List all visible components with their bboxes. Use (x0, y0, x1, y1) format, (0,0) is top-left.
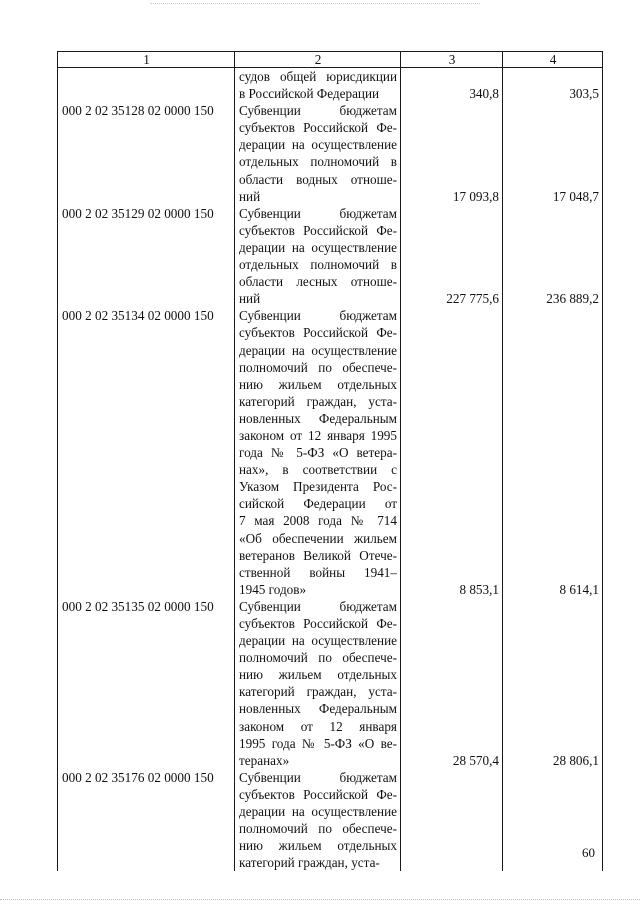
value-col-3 (401, 427, 503, 444)
description-cell (235, 273, 401, 290)
code-cell (58, 615, 235, 632)
description-cell (235, 547, 401, 564)
description-line: дерации на осуществление (239, 137, 397, 153)
table-row (58, 68, 603, 86)
value-col-4 (503, 68, 603, 86)
description-line: Указом Президента Рос- (239, 479, 397, 495)
description-line: субъектов Российской Фе- (239, 616, 397, 631)
value-col-3 (401, 119, 503, 136)
table-row (58, 307, 603, 324)
table-row (58, 359, 603, 376)
value-col-4 (503, 393, 603, 410)
description-cell (235, 393, 401, 410)
description-line: области лесных отноше- (239, 274, 397, 290)
page-number: 60 (582, 845, 595, 860)
description-line: законом от 12 января (239, 718, 397, 734)
description-line: нию жильем отдельных (239, 838, 397, 854)
description-cell (235, 854, 401, 871)
table-row (58, 735, 603, 752)
description-line: дерации на осуществление (239, 804, 397, 820)
description-cell (235, 598, 401, 615)
table-row (58, 615, 603, 632)
table-row (58, 495, 603, 512)
value-col-4 (503, 444, 603, 461)
code-cell: 000 2 02 35128 02 0000 150 (58, 102, 235, 119)
code-cell (58, 444, 235, 461)
code-cell (58, 85, 235, 102)
table-row (58, 478, 603, 495)
value-col-4 (503, 256, 603, 273)
description-line: судов общей юрисдикции (239, 69, 397, 84)
value-col-3 (401, 598, 503, 615)
code-cell (58, 649, 235, 666)
description-line: дерации на осуществление (239, 342, 397, 358)
table-row (58, 512, 603, 529)
value-col-4: 17 048,7 (503, 188, 603, 205)
description-cell (235, 205, 401, 222)
code-cell (58, 683, 235, 700)
code-cell (58, 564, 235, 581)
code-cell (58, 119, 235, 136)
table-row (58, 102, 603, 119)
description-cell (235, 359, 401, 376)
description-line: субъектов Российской Фе- (239, 120, 397, 136)
table-row (58, 530, 603, 547)
table-row (58, 273, 603, 290)
value-col-4 (503, 376, 603, 393)
code-cell (58, 376, 235, 393)
code-cell (58, 512, 235, 529)
table-row (58, 376, 603, 393)
description-line: «Об обеспечении жильем (239, 530, 397, 546)
value-col-3 (401, 683, 503, 700)
table-header-row (58, 52, 603, 68)
table-row (58, 239, 603, 256)
code-cell (58, 359, 235, 376)
description-cell (235, 666, 401, 683)
value-col-4 (503, 427, 603, 444)
value-col-4 (503, 153, 603, 170)
value-col-3: 17 093,8 (401, 188, 503, 205)
description-line: года № 5-ФЗ «О ветера- (239, 445, 397, 461)
description-line: 1995 года № 5-ФЗ «О ве- (239, 735, 397, 751)
description-line: отдельных полномочий в (239, 257, 397, 273)
description-cell (235, 342, 401, 359)
table-row (58, 564, 603, 581)
description-cell (235, 119, 401, 136)
description-cell (235, 478, 401, 495)
code-cell: 000 2 02 35129 02 0000 150 (58, 205, 235, 222)
table-row (58, 581, 603, 598)
value-col-3 (401, 136, 503, 153)
value-col-4 (503, 273, 603, 290)
value-col-4 (503, 803, 603, 820)
description-cell (235, 564, 401, 581)
value-col-4 (503, 530, 603, 547)
value-col-3 (401, 769, 503, 786)
description-line: ветеранов Великой Отече- (239, 547, 397, 563)
description-line: новленных Федеральным (239, 410, 397, 426)
value-col-4 (503, 495, 603, 512)
code-cell (58, 171, 235, 188)
value-col-3 (401, 68, 503, 86)
description-line: Субвенции бюджетам (239, 308, 397, 324)
code-cell (58, 342, 235, 359)
header-col-4: 4 (503, 52, 603, 68)
table-row (58, 85, 603, 102)
value-col-3 (401, 410, 503, 427)
value-col-4 (503, 222, 603, 239)
description-cell (235, 820, 401, 837)
value-col-3 (401, 666, 503, 683)
description-cell (235, 85, 401, 102)
code-cell (58, 461, 235, 478)
description-cell (235, 68, 401, 86)
description-cell (235, 512, 401, 529)
value-col-4: 303,5 (503, 85, 603, 102)
table-row (58, 837, 603, 854)
value-col-3 (401, 461, 503, 478)
code-cell: 000 2 02 35134 02 0000 150 (58, 307, 235, 324)
header-col-1: 1 (58, 52, 235, 68)
value-col-4: 8 614,1 (503, 581, 603, 598)
value-col-3 (401, 735, 503, 752)
description-cell (235, 188, 401, 205)
value-col-4 (503, 598, 603, 615)
description-line: субъектов Российской Фе- (239, 325, 397, 341)
code-cell (58, 478, 235, 495)
value-col-3 (401, 359, 503, 376)
description-cell (235, 239, 401, 256)
value-col-3: 227 775,6 (401, 290, 503, 307)
code-cell (58, 632, 235, 649)
description-line: субъектов Российской Фе- (239, 786, 397, 802)
table-row (58, 171, 603, 188)
description-line: ственной войны 1941– (239, 564, 397, 580)
value-col-3 (401, 700, 503, 717)
value-col-4 (503, 564, 603, 581)
value-col-4 (503, 478, 603, 495)
value-col-3 (401, 512, 503, 529)
description-line: законом от 12 января 1995 (239, 427, 397, 443)
value-col-4: 28 806,1 (503, 752, 603, 769)
description-cell (235, 632, 401, 649)
description-cell (235, 376, 401, 393)
code-cell (58, 700, 235, 717)
value-col-4 (503, 649, 603, 666)
table-row (58, 803, 603, 820)
value-col-4 (503, 769, 603, 786)
description-cell (235, 752, 401, 769)
description-cell (235, 136, 401, 153)
description-cell (235, 444, 401, 461)
description-line: области водных отноше- (239, 171, 397, 187)
code-cell (58, 803, 235, 820)
value-col-4 (503, 342, 603, 359)
value-col-4 (503, 102, 603, 119)
code-cell: 000 2 02 35135 02 0000 150 (58, 598, 235, 615)
code-cell (58, 290, 235, 307)
table-row (58, 119, 603, 136)
description-line: отдельных полномочий в (239, 154, 397, 170)
value-col-4: 236 889,2 (503, 290, 603, 307)
description-line: категорий граждан, уста- (239, 684, 397, 700)
value-col-3 (401, 837, 503, 854)
table-row (58, 700, 603, 717)
value-col-3 (401, 256, 503, 273)
table-row (58, 666, 603, 683)
value-col-3 (401, 153, 503, 170)
budget-table (57, 51, 603, 871)
table-row (58, 444, 603, 461)
description-cell (235, 495, 401, 512)
value-col-4 (503, 547, 603, 564)
code-cell (58, 854, 235, 871)
description-line: сийской Федерации от (239, 496, 397, 512)
value-col-3 (401, 342, 503, 359)
value-col-4 (503, 171, 603, 188)
description-line: полномочий по обеспече- (239, 650, 397, 666)
code-cell (58, 581, 235, 598)
code-cell: 000 2 02 35176 02 0000 150 (58, 769, 235, 786)
description-line: теранах» (239, 752, 290, 768)
value-col-4 (503, 307, 603, 324)
table-row (58, 324, 603, 341)
description-line: дерации на осуществление (239, 633, 397, 649)
description-cell (235, 290, 401, 307)
value-col-3 (401, 530, 503, 547)
description-cell (235, 102, 401, 119)
value-col-3 (401, 324, 503, 341)
value-col-3 (401, 718, 503, 735)
table-row (58, 410, 603, 427)
description-line: Субвенции бюджетам (239, 598, 397, 614)
value-col-3 (401, 478, 503, 495)
value-col-4 (503, 359, 603, 376)
table-row (58, 205, 603, 222)
value-col-4 (503, 205, 603, 222)
value-col-3 (401, 632, 503, 649)
value-col-3: 28 570,4 (401, 752, 503, 769)
value-col-4 (503, 632, 603, 649)
table-row (58, 256, 603, 273)
code-cell (58, 530, 235, 547)
description-cell (235, 307, 401, 324)
table-row (58, 393, 603, 410)
value-col-4 (503, 615, 603, 632)
value-col-4 (503, 324, 603, 341)
value-col-3 (401, 222, 503, 239)
value-col-3 (401, 803, 503, 820)
code-cell (58, 820, 235, 837)
code-cell (58, 666, 235, 683)
value-col-4 (503, 700, 603, 717)
description-cell (235, 530, 401, 547)
description-line: 1945 годов» (239, 581, 307, 597)
table-row (58, 461, 603, 478)
value-col-3 (401, 564, 503, 581)
description-line: 7 мая 2008 года № 714 (239, 513, 397, 529)
table-row (58, 649, 603, 666)
description-cell (235, 222, 401, 239)
description-cell (235, 718, 401, 735)
value-col-3 (401, 444, 503, 461)
description-line: нах», в соответствии с (239, 462, 397, 478)
description-line: в Российской Федерации (239, 86, 380, 102)
value-col-3: 340,8 (401, 85, 503, 102)
value-col-3 (401, 649, 503, 666)
value-col-3 (401, 205, 503, 222)
description-cell (235, 615, 401, 632)
description-cell (235, 700, 401, 717)
table-row (58, 342, 603, 359)
description-cell (235, 461, 401, 478)
table-row (58, 769, 603, 786)
description-cell (235, 649, 401, 666)
description-cell (235, 427, 401, 444)
table-row (58, 427, 603, 444)
code-cell (58, 495, 235, 512)
value-col-4 (503, 666, 603, 683)
description-line: Субвенции бюджетам (239, 205, 397, 221)
value-col-3 (401, 307, 503, 324)
code-cell (58, 718, 235, 735)
description-line: Субвенции бюджетам (239, 769, 397, 785)
description-cell (235, 153, 401, 170)
table-row (58, 188, 603, 205)
header-col-3: 3 (401, 52, 503, 68)
code-cell (58, 256, 235, 273)
description-cell (235, 837, 401, 854)
table-row (58, 718, 603, 735)
description-cell (235, 786, 401, 803)
description-line: нию жильем отдельных (239, 376, 397, 392)
value-col-3 (401, 786, 503, 803)
description-cell (235, 324, 401, 341)
value-col-4 (503, 239, 603, 256)
description-line: категорий граждан, уста- (239, 393, 397, 409)
description-line: субъектов Российской Фе- (239, 222, 397, 238)
description-line: ний (239, 188, 261, 204)
value-col-4 (503, 786, 603, 803)
value-col-4 (503, 136, 603, 153)
value-col-3 (401, 495, 503, 512)
description-line: категорий граждан, уста- (239, 855, 380, 871)
code-cell (58, 239, 235, 256)
code-cell (58, 735, 235, 752)
code-cell (58, 273, 235, 290)
value-col-3 (401, 854, 503, 871)
table-row (58, 752, 603, 769)
header-col-2: 2 (235, 52, 401, 68)
table-body (58, 68, 603, 872)
code-cell (58, 547, 235, 564)
value-col-4 (503, 410, 603, 427)
value-col-3 (401, 376, 503, 393)
description-cell (235, 735, 401, 752)
code-cell (58, 752, 235, 769)
scan-artifact-bottom (0, 899, 640, 901)
code-cell (58, 68, 235, 86)
description-cell (235, 256, 401, 273)
value-col-3 (401, 273, 503, 290)
description-line: новленных Федеральным (239, 701, 397, 717)
value-col-3 (401, 615, 503, 632)
value-col-4 (503, 820, 603, 837)
code-cell (58, 136, 235, 153)
table-row (58, 820, 603, 837)
value-col-3 (401, 820, 503, 837)
table-row (58, 153, 603, 170)
code-cell (58, 393, 235, 410)
value-col-4 (503, 119, 603, 136)
code-cell (58, 324, 235, 341)
value-col-4 (503, 718, 603, 735)
table-row (58, 632, 603, 649)
value-col-4 (503, 461, 603, 478)
table-row (58, 222, 603, 239)
description-line: ний (239, 291, 261, 307)
description-cell (235, 171, 401, 188)
table-row (58, 598, 603, 615)
code-cell (58, 410, 235, 427)
table-row (58, 290, 603, 307)
table-row (58, 547, 603, 564)
table-row (58, 683, 603, 700)
description-cell (235, 803, 401, 820)
code-cell (58, 786, 235, 803)
value-col-4 (503, 735, 603, 752)
table-row (58, 854, 603, 871)
value-col-3: 8 853,1 (401, 581, 503, 598)
value-col-3 (401, 393, 503, 410)
description-cell (235, 683, 401, 700)
description-line: Субвенции бюджетам (239, 103, 397, 119)
value-col-3 (401, 547, 503, 564)
value-col-4 (503, 512, 603, 529)
scan-artifact-top (150, 3, 480, 5)
description-line: нию жильем отдельных (239, 667, 397, 683)
code-cell (58, 837, 235, 854)
table-row (58, 786, 603, 803)
value-col-4 (503, 683, 603, 700)
code-cell (58, 153, 235, 170)
description-cell (235, 410, 401, 427)
description-cell (235, 769, 401, 786)
value-col-3 (401, 171, 503, 188)
value-col-3 (401, 102, 503, 119)
description-line: полномочий по обеспече- (239, 359, 397, 375)
code-cell (58, 188, 235, 205)
value-col-3 (401, 239, 503, 256)
description-line: дерации на осуществление (239, 239, 397, 255)
code-cell (58, 222, 235, 239)
description-line: полномочий по обеспече- (239, 821, 397, 837)
code-cell (58, 427, 235, 444)
table-row (58, 136, 603, 153)
description-cell (235, 581, 401, 598)
